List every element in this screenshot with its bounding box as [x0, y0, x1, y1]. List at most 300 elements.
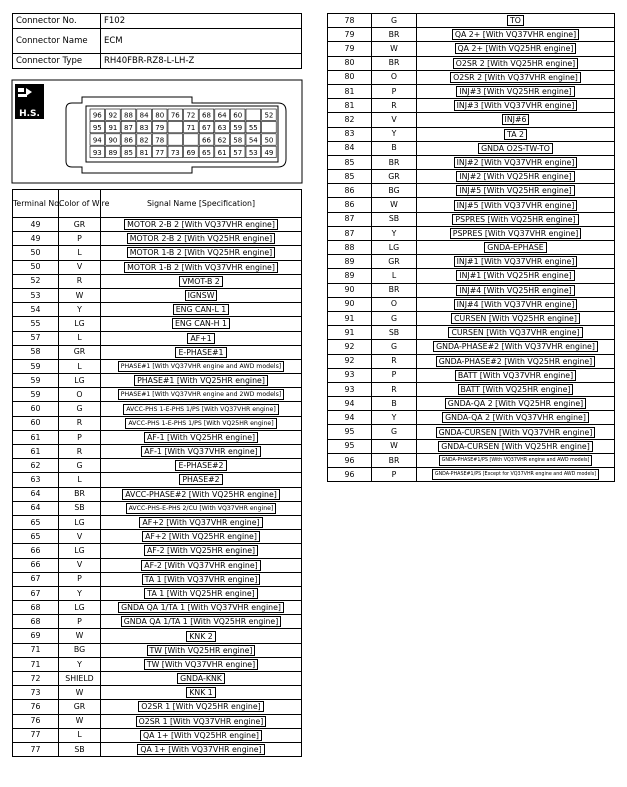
table-row — [328, 283, 615, 297]
signal-cell — [417, 99, 615, 113]
pin-number: 54 — [248, 136, 258, 145]
terminal-no: 59 — [13, 374, 59, 388]
terminal-no: 81 — [328, 84, 372, 98]
pin-number: 65 — [202, 148, 211, 157]
terminal-no: 72 — [13, 672, 59, 686]
signal-name: AVCC-PHS-E-PHS 2/CU [With VQ37VHR engine] — [126, 503, 277, 514]
table-row — [328, 198, 615, 212]
table-row — [13, 445, 302, 459]
terminal-no: 49 — [13, 218, 59, 232]
signal-cell — [101, 331, 302, 345]
wire-color: G — [372, 311, 417, 325]
table-row — [13, 728, 302, 742]
terminal-no: 89 — [328, 255, 372, 269]
signal-cell — [101, 388, 302, 402]
signal-cell — [101, 686, 302, 700]
terminal-no: 85 — [328, 170, 372, 184]
signal-name: CURSEN [With VQ25HR engine] — [451, 313, 580, 324]
wire-color: W — [372, 198, 417, 212]
table-row — [328, 184, 615, 198]
table-row — [13, 459, 302, 473]
connector-type-label: Connector Type — [13, 54, 101, 69]
table-row — [328, 368, 615, 382]
signal-name: GNDA QA 1/TA 1 [With VQ25HR engine] — [121, 616, 282, 627]
signal-name: INJ#6 — [502, 114, 530, 125]
signal-cell — [417, 283, 615, 297]
terminal-no: 91 — [328, 311, 372, 325]
signal-cell — [101, 742, 302, 756]
signal-name: O2SR 1 [With VQ25HR engine] — [138, 701, 263, 712]
pin-cell — [168, 134, 183, 145]
terminal-no: 86 — [328, 198, 372, 212]
pin-number: 62 — [217, 136, 227, 145]
wire-color: G — [372, 425, 417, 439]
terminal-no: 61 — [13, 430, 59, 444]
signal-cell — [417, 382, 615, 396]
terminal-no: 92 — [328, 354, 372, 368]
table-row — [13, 288, 302, 302]
table-row — [328, 411, 615, 425]
connector-no-value: F102 — [101, 14, 302, 29]
signal-cell — [101, 260, 302, 274]
signal-name: GNDA-EPHASE — [484, 242, 546, 253]
signal-name: PHASE#1 [With VQ25HR engine] — [134, 375, 268, 386]
terminal-no: 67 — [13, 586, 59, 600]
wire-color: W — [59, 714, 101, 728]
signal-cell — [101, 700, 302, 714]
table-row — [13, 586, 302, 600]
signal-name: MOTOR 1-B 2 [With VQ25HR engine] — [127, 247, 275, 258]
signal-name: AF-2 [With VQ37VHR engine] — [141, 560, 260, 571]
signal-name: O2SR 2 [With VQ25HR engine] — [453, 58, 578, 69]
pin-number: 66 — [202, 136, 211, 145]
signal-cell — [417, 42, 615, 56]
signal-name: PSPRES [With VQ25HR engine] — [452, 214, 578, 225]
signal-cell — [417, 155, 615, 169]
wire-color: P — [59, 572, 101, 586]
signal-cell — [101, 459, 302, 473]
terminal-no: 78 — [328, 14, 372, 28]
signal-cell — [101, 601, 302, 615]
table-row — [328, 397, 615, 411]
pin-number: 50 — [264, 136, 274, 145]
wire-color: Y — [59, 303, 101, 317]
header-signal: Signal Name [Specification] — [101, 190, 302, 218]
signal-name: MOTOR 2-B 2 [With VQ37VHR engine] — [124, 219, 278, 230]
table-row — [328, 382, 615, 396]
signal-cell — [417, 297, 615, 311]
table-row — [13, 317, 302, 331]
pin-cell — [184, 134, 199, 145]
pin-number: 63 — [217, 124, 227, 132]
signal-cell — [101, 317, 302, 331]
pin-cell — [262, 121, 277, 132]
pin-number: 76 — [170, 111, 180, 120]
pin-cell — [246, 109, 261, 120]
terminal-no: 69 — [13, 629, 59, 643]
table-row — [13, 530, 302, 544]
pin-number: 49 — [264, 148, 274, 157]
signal-cell — [417, 411, 615, 425]
table-row — [328, 453, 615, 467]
signal-cell — [101, 374, 302, 388]
signal-name: AF-1 [With VQ25HR engine] — [144, 432, 258, 443]
wire-color: BG — [372, 184, 417, 198]
pin-number: 83 — [139, 124, 149, 132]
signal-cell — [101, 672, 302, 686]
signal-name: INJ#1 [With VQ37VHR engine] — [454, 256, 578, 267]
pin-number: 91 — [108, 124, 118, 132]
table-row — [13, 359, 302, 373]
wire-color: BR — [372, 283, 417, 297]
wire-color: B — [372, 141, 417, 155]
signal-cell — [417, 56, 615, 70]
signal-cell — [417, 368, 615, 382]
signal-name: TW [With VQ25HR engine] — [147, 645, 256, 656]
table-row — [13, 274, 302, 288]
signal-cell — [417, 28, 615, 42]
pin-number: 73 — [170, 148, 180, 157]
table-row — [328, 127, 615, 141]
pin-number: 79 — [155, 124, 165, 132]
hs-label: H.S. — [19, 109, 40, 119]
signal-cell — [101, 558, 302, 572]
pin-number: 71 — [186, 124, 196, 132]
terminal-no: 60 — [13, 402, 59, 416]
pin-number: 77 — [155, 148, 165, 157]
terminal-no: 58 — [13, 345, 59, 359]
wire-color: R — [59, 274, 101, 288]
terminal-no: 71 — [13, 657, 59, 671]
left-terminal-table — [12, 189, 302, 757]
signal-cell — [101, 530, 302, 544]
wire-color: R — [59, 445, 101, 459]
terminal-no: 96 — [328, 453, 372, 467]
terminal-no: 91 — [328, 326, 372, 340]
table-row — [13, 331, 302, 345]
connector-type-value: RH40FBR-RZ8-L-LH-Z — [101, 54, 302, 69]
signal-cell — [417, 255, 615, 269]
wire-color: GR — [372, 170, 417, 184]
pin-number: 69 — [186, 148, 196, 157]
table-row — [328, 425, 615, 439]
table-row — [328, 269, 615, 283]
terminal-no: 68 — [13, 601, 59, 615]
table-row — [13, 416, 302, 430]
wire-color: R — [59, 416, 101, 430]
signal-cell — [101, 657, 302, 671]
connector-name-value: ECM — [101, 29, 302, 54]
terminal-no: 89 — [328, 269, 372, 283]
pin-number: 88 — [124, 111, 133, 120]
pin-number: 82 — [139, 136, 149, 145]
signal-name: QA 2+ [With VQ37VHR engine] — [452, 29, 579, 40]
terminal-no: 53 — [13, 288, 59, 302]
wire-color: W — [372, 439, 417, 453]
terminal-no: 52 — [13, 274, 59, 288]
connector-name-label: Connector Name — [13, 29, 101, 54]
wire-color: LG — [59, 374, 101, 388]
table-row — [13, 260, 302, 274]
signal-cell — [101, 232, 302, 246]
wire-color: W — [59, 629, 101, 643]
signal-cell — [417, 141, 615, 155]
table-row — [328, 113, 615, 127]
table-row — [13, 473, 302, 487]
table-row — [13, 572, 302, 586]
table-row — [13, 686, 302, 700]
table-row — [328, 439, 615, 453]
terminal-no: 81 — [328, 99, 372, 113]
table-row — [328, 340, 615, 354]
table-row — [328, 56, 615, 70]
terminal-no: 79 — [328, 42, 372, 56]
signal-name: GNDA-QA 2 [With VQ25HR engine] — [445, 398, 586, 409]
wire-color: P — [59, 615, 101, 629]
table-row — [328, 241, 615, 255]
signal-cell — [417, 241, 615, 255]
table-row — [13, 714, 302, 728]
terminal-no: 76 — [13, 700, 59, 714]
signal-cell — [417, 14, 615, 28]
terminal-no: 68 — [13, 615, 59, 629]
hand-connector-icon — [15, 84, 44, 119]
wire-color: P — [372, 84, 417, 98]
pin-number: 93 — [92, 148, 102, 157]
signal-name: QA 1+ [With VQ25HR engine] — [140, 730, 262, 741]
signal-cell — [101, 544, 302, 558]
signal-cell — [417, 326, 615, 340]
wire-color: LG — [59, 515, 101, 529]
signal-name: O2SR 2 [With VQ37VHR engine] — [450, 72, 581, 83]
table-row — [13, 402, 302, 416]
table-row — [328, 354, 615, 368]
terminal-no: 83 — [328, 127, 372, 141]
signal-name: AVCC-PHS 1-E-PHS 1/PS [With VQ37VHR engine] — [123, 404, 279, 415]
wire-color: LG — [372, 241, 417, 255]
terminal-no: 90 — [328, 297, 372, 311]
terminal-no: 90 — [328, 283, 372, 297]
terminal-no: 66 — [13, 558, 59, 572]
terminal-no: 66 — [13, 544, 59, 558]
signal-cell — [101, 218, 302, 232]
table-row — [328, 99, 615, 113]
signal-cell — [101, 728, 302, 742]
table-row — [328, 170, 615, 184]
signal-cell — [417, 113, 615, 127]
table-row — [13, 643, 302, 657]
wire-color: L — [59, 331, 101, 345]
signal-cell — [417, 453, 615, 467]
signal-cell — [101, 487, 302, 501]
signal-cell — [101, 274, 302, 288]
table-row — [13, 601, 302, 615]
terminal-no: 55 — [13, 317, 59, 331]
terminal-no: 95 — [328, 439, 372, 453]
table-row — [13, 345, 302, 359]
wire-color: BR — [372, 453, 417, 467]
wire-color: Y — [59, 586, 101, 600]
terminal-no: 96 — [328, 468, 372, 482]
signal-cell — [417, 198, 615, 212]
wire-color: GR — [59, 218, 101, 232]
wire-color: GR — [59, 700, 101, 714]
pin-number: 68 — [202, 111, 211, 120]
wire-color: L — [59, 728, 101, 742]
signal-cell — [417, 468, 615, 482]
wire-color: G — [59, 459, 101, 473]
terminal-no: 60 — [13, 416, 59, 430]
pin-number: 67 — [202, 124, 211, 132]
terminal-no: 86 — [328, 184, 372, 198]
signal-name: INJ#5 [With VQ37VHR engine] — [454, 200, 578, 211]
terminal-no: 80 — [328, 70, 372, 84]
wire-color: P — [372, 468, 417, 482]
connector-info-table — [12, 13, 302, 69]
wire-color: V — [59, 530, 101, 544]
signal-name: ENG CAN-L 1 — [173, 304, 230, 315]
wire-color: G — [59, 402, 101, 416]
wire-color: L — [59, 473, 101, 487]
wire-color: SHIELD — [59, 672, 101, 686]
signal-name: MOTOR 1-B 2 [With VQ37VHR engine] — [124, 262, 278, 273]
terminal-no: 92 — [328, 340, 372, 354]
pin-number: 58 — [233, 136, 243, 145]
table-row — [328, 42, 615, 56]
signal-name: TA 2 — [504, 129, 527, 140]
wire-color: BR — [372, 56, 417, 70]
terminal-no: 50 — [13, 260, 59, 274]
connector-face-figure — [12, 80, 302, 183]
terminal-no: 84 — [328, 141, 372, 155]
wire-color: G — [372, 340, 417, 354]
signal-name: GNDA-PHASE#1/PS [Except for VQ37VHR engine and AWD models] — [432, 469, 599, 480]
table-row — [13, 374, 302, 388]
signal-cell — [101, 288, 302, 302]
pin-number: 87 — [124, 124, 133, 132]
wire-color: V — [59, 558, 101, 572]
table-row — [328, 155, 615, 169]
signal-cell — [417, 425, 615, 439]
wire-color: W — [372, 42, 417, 56]
signal-name: KNK 1 — [186, 687, 216, 698]
signal-name: PSPRES [With VQ37VHR engine] — [450, 228, 581, 239]
wire-color: Y — [59, 657, 101, 671]
wire-color: L — [59, 246, 101, 260]
table-row — [328, 226, 615, 240]
terminal-no: 93 — [328, 368, 372, 382]
signal-name: PHASE#2 — [179, 474, 222, 485]
signal-name: E-PHASE#2 — [175, 460, 226, 471]
table-row — [328, 84, 615, 98]
terminal-no: 71 — [13, 643, 59, 657]
table-row — [13, 501, 302, 515]
signal-name: ENG CAN-H 1 — [172, 318, 230, 329]
wire-color: BG — [59, 643, 101, 657]
signal-cell — [101, 416, 302, 430]
signal-name: VMOT-B 2 — [179, 276, 223, 287]
signal-cell — [417, 170, 615, 184]
table-row — [328, 255, 615, 269]
signal-name: GNDA O2S-TW-TO — [478, 143, 553, 154]
wire-color: LG — [59, 317, 101, 331]
signal-name: INJ#3 [With VQ37VHR engine] — [454, 100, 578, 111]
wire-color: W — [59, 288, 101, 302]
signal-name: O2SR 1 [With VQ37VHR engine] — [136, 716, 267, 727]
wire-color: R — [372, 382, 417, 396]
signal-name: AVCC-PHS 1-E-PHS 1/PS [With VQ25HR engine] — [125, 418, 276, 429]
table-row — [13, 629, 302, 643]
signal-name: INJ#3 [With VQ25HR engine] — [456, 86, 574, 97]
terminal-no: 50 — [13, 246, 59, 260]
signal-cell — [101, 572, 302, 586]
header-color: Color of Wire — [59, 190, 101, 218]
pin-number: 78 — [155, 136, 165, 145]
terminal-no: 57 — [13, 331, 59, 345]
wire-color: O — [59, 388, 101, 402]
signal-cell — [101, 643, 302, 657]
terminal-no: 82 — [328, 113, 372, 127]
terminal-no: 64 — [13, 501, 59, 515]
terminal-no: 94 — [328, 397, 372, 411]
wire-color: R — [372, 354, 417, 368]
pin-number: 81 — [139, 148, 149, 157]
wire-color: V — [372, 113, 417, 127]
wire-color: SB — [59, 742, 101, 756]
signal-name: PHASE#1 [With VQ37VHR engine and 2WD models] — [118, 389, 284, 400]
wire-color: LG — [59, 601, 101, 615]
signal-name: GNDA-PHASE#2 [With VQ37VHR engine] — [433, 341, 598, 352]
wire-color: V — [59, 260, 101, 274]
table-row — [13, 246, 302, 260]
wire-color: SB — [372, 326, 417, 340]
signal-cell — [101, 515, 302, 529]
pin-cell — [168, 121, 183, 132]
signal-name: E-PHASE#1 — [175, 347, 226, 358]
signal-name: TO — [507, 15, 524, 26]
table-row — [13, 218, 302, 232]
signal-name: BATT [With VQ37VHR engine] — [455, 370, 576, 381]
signal-name: GNDA-PHASE#2 [With VQ25HR engine] — [436, 356, 595, 367]
pin-number: 94 — [92, 136, 102, 145]
signal-name: TA 1 [With VQ37VHR engine] — [142, 574, 261, 585]
table-row — [328, 212, 615, 226]
table-row — [328, 28, 615, 42]
signal-name: AF-2 [With VQ25HR engine] — [144, 545, 258, 556]
table-row — [13, 700, 302, 714]
terminal-no: 88 — [328, 241, 372, 255]
pin-number: 64 — [217, 111, 227, 120]
signal-name: INJ#2 [With VQ37VHR engine] — [454, 157, 578, 168]
signal-name: GNDA-CURSEN [With VQ25HR engine] — [438, 441, 592, 452]
terminal-no: 65 — [13, 530, 59, 544]
pin-number: 90 — [108, 136, 118, 145]
terminal-no: 59 — [13, 388, 59, 402]
signal-name: INJ#1 [With VQ25HR engine] — [456, 270, 574, 281]
table-row — [13, 430, 302, 444]
terminal-no: 80 — [328, 56, 372, 70]
signal-cell — [417, 70, 615, 84]
table-row — [328, 70, 615, 84]
wire-color: BR — [372, 155, 417, 169]
wire-color: GR — [372, 255, 417, 269]
signal-cell — [417, 184, 615, 198]
wire-color: Y — [372, 226, 417, 240]
signal-cell — [101, 615, 302, 629]
wire-color: L — [372, 269, 417, 283]
signal-cell — [417, 439, 615, 453]
table-row — [328, 14, 615, 28]
